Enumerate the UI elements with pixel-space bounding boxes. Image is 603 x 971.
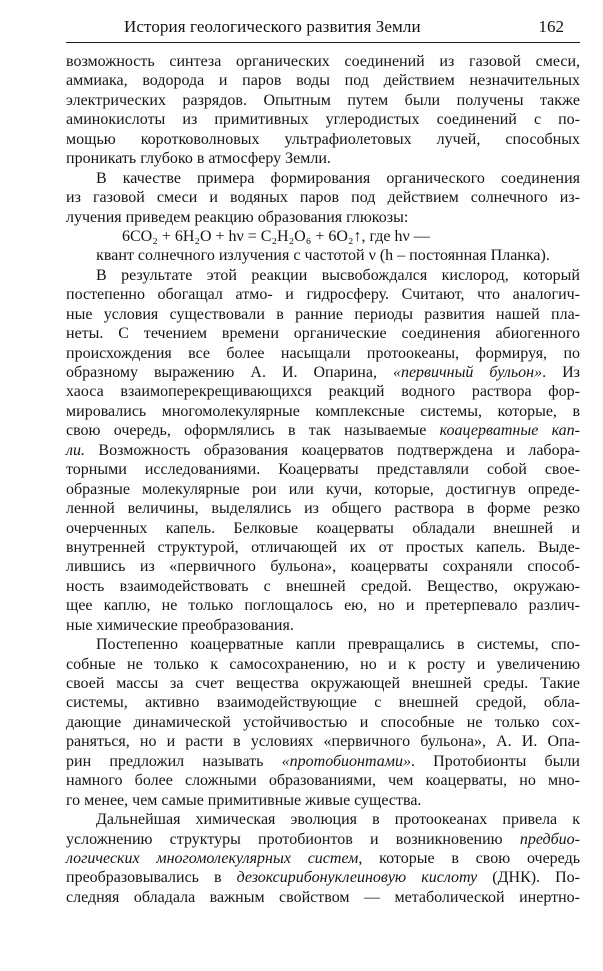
text-line: возможность синтеза органических соединений из газовой смеси, xyxy=(66,53,580,70)
text-line: постепенно обогащал атмо- и гидросферу. Считают, что аналогич- xyxy=(66,286,580,304)
text-line: аминокислоты из примитивных углеродистых соединений с по- xyxy=(66,111,580,129)
text-line: лучения приведем реакцию образования глюкозы: xyxy=(66,208,409,226)
text-line: го менее, чем самые примитивные живые существа. xyxy=(66,791,422,809)
text-line: собные не только к самосохранению, но и к росту и увеличению xyxy=(66,655,580,673)
text-line: образные молекулярные рои или кучи, которые, достигнув опреде- xyxy=(66,480,580,498)
text-line: из газовой смеси и водяных паров под действием солнечного из- xyxy=(66,189,580,207)
text-line: ли. Возможность образования коацерватов подтверждена и лабора- xyxy=(66,441,580,459)
paragraph xyxy=(66,635,580,810)
text-line: происхождения все более насыщали протоокеаны, формируя, по xyxy=(66,344,580,362)
text-line: системы, активно взаимодействующие с внешней средой, обла- xyxy=(66,694,580,712)
text-line: ные химические преобразования. xyxy=(66,616,294,634)
text-line: следняя обладала важным свойством — метаболической инертно- xyxy=(66,888,580,906)
text-line: электрических разрядов. Опытным путем были получены также xyxy=(66,91,580,109)
text-line: неты. С течением времени органические соединения абиогенного xyxy=(66,325,580,343)
running-header xyxy=(66,12,580,43)
text-line: усложнению структуры протобионтов и возникновению предбио- xyxy=(66,830,580,848)
text-line: Постепенно коацерватные капли превращались в системы, спо- xyxy=(96,636,580,654)
text-line: ленной величины, выделялись из общего раствора в форме резко xyxy=(66,500,580,518)
text-line: мощью коротковолновых ультрафиолетовых лучей, способных xyxy=(66,130,580,148)
text-line: ные условия существовали в ранние периоды развития нашей пла- xyxy=(66,305,580,323)
header-title: История геологического развития Земли xyxy=(124,17,421,36)
text-line: В качестве примера формирования органического соединения xyxy=(96,169,580,187)
paragraph xyxy=(66,810,580,907)
text-line: щее каплю, не только поглощалось ею, но и претерпевало различ- xyxy=(66,597,580,615)
text-line: хаоса взаимоперекрещивающихся реакций водного раствора фор- xyxy=(66,383,580,401)
text-line: В результате этой реакции высвобождался кислород, который xyxy=(96,266,580,284)
text-line: преобразовывались в дезоксирибонуклеиновую кислоту (ДНК). По- xyxy=(66,869,580,887)
text-line: лившись из «первичного бульона», коацерваты сохраняли способ- xyxy=(66,558,580,576)
text-line: логических многомолекулярных систем, которые в свою очередь xyxy=(66,849,580,867)
text-line: аммиака, водорода и паров воды под действием незначительных xyxy=(66,72,580,90)
text-line: свою очередь, оформлялись в так называемые коацерватные кап- xyxy=(66,422,580,440)
formula-caption: квант солнечного излучения с частотой ν (h – постоянная Планка). xyxy=(96,247,550,265)
text-line: образному выражению А. И. Опарина, «первичный бульон». Из xyxy=(66,364,581,381)
text-line: мировались многомолекулярные комплексные системы, которые, в xyxy=(66,402,580,420)
page-number: 162 xyxy=(538,17,564,36)
text-line: внутренней структурой, отличающей их от простых капель. Выде- xyxy=(66,538,580,556)
paragraph xyxy=(66,266,580,635)
formula-line: 6CO₂ + 6H₂O + hν = C₂H₂O₆ + 6O₂↑, где hν — xyxy=(122,227,430,245)
text-line: своей массы за счет вещества окружающей внешней среды. Такие xyxy=(66,675,580,692)
text-line: намного более сложными образованиями, чем коацерваты, но мно- xyxy=(66,772,580,790)
paragraph xyxy=(66,169,580,227)
text-line: очерченных капель. Белковые коацерваты обладали внешней и xyxy=(66,519,580,537)
text-line: торными исследованиями. Коацерваты представляли собой свое- xyxy=(66,461,580,479)
text-line: дающие динамической устойчивостью и способные не только сох- xyxy=(66,713,580,731)
paragraph xyxy=(66,52,580,169)
text-line: рин предложил называть «протобионтами». Протобионты были xyxy=(66,752,580,770)
glucose-formula xyxy=(66,227,580,266)
text-line: ность взаимодействовать с внешней средой. Вещество, окружаю- xyxy=(66,577,580,595)
text-line: проникать глубоко в атмосферу Земли. xyxy=(66,150,331,168)
text-line: раняться, но и расти в условиях «первичного бульона», А. И. Опа- xyxy=(66,733,580,751)
text-line: Дальнейшая химическая эволюция в протоокеанах привела к xyxy=(96,811,580,829)
page-body xyxy=(66,52,580,907)
